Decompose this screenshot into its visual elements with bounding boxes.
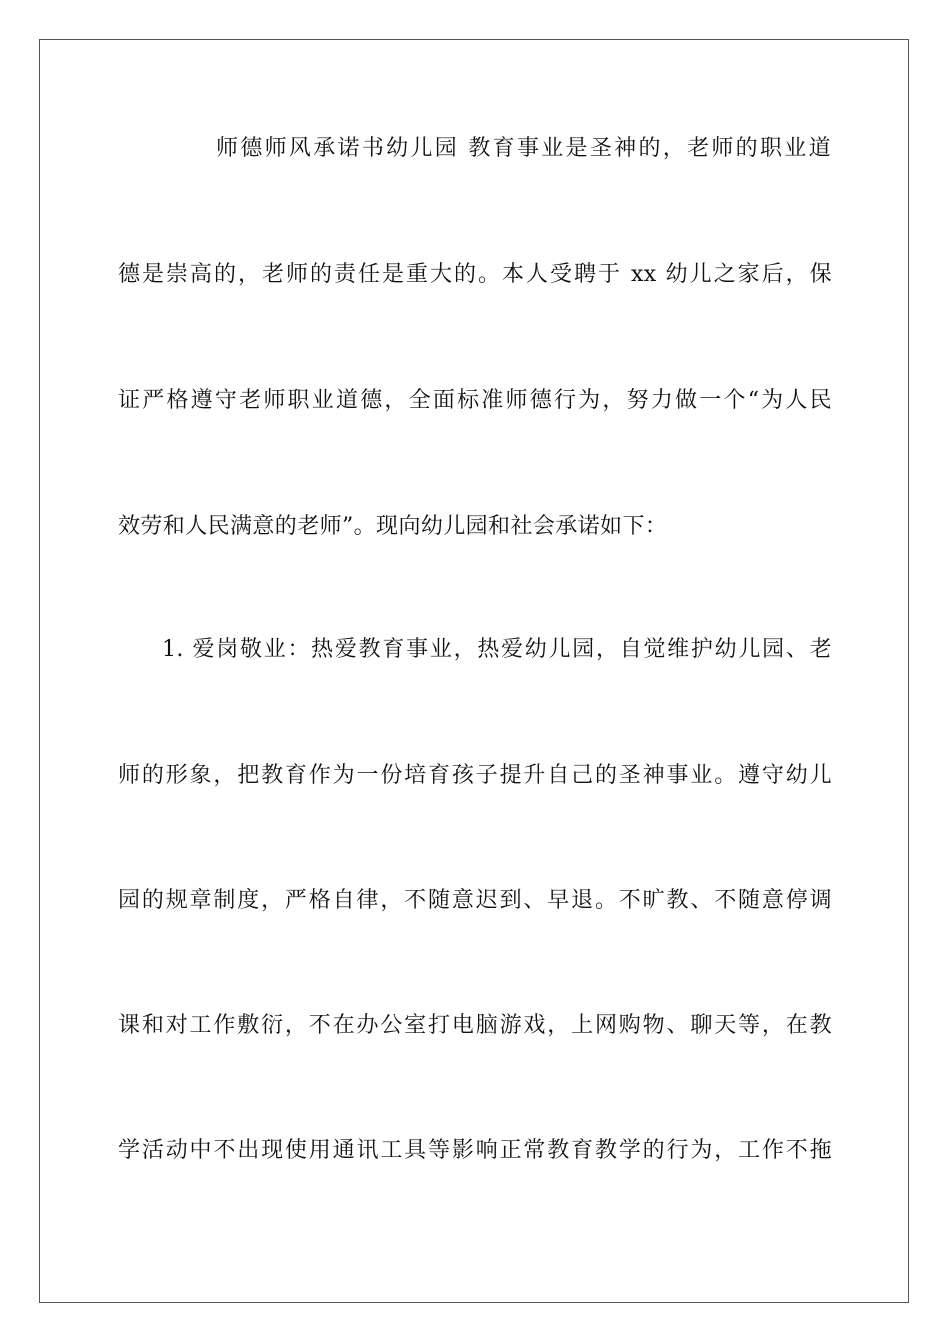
list-item-line: 师的形象，把教育作为一份培育孩子提升自己的圣神事业。遵守幼儿 [118,763,832,788]
paragraph-line: 效劳和人民满意的老师”。现向幼儿园和社会承诺如下： [118,514,668,539]
paragraph-line-title: 师德师风承诺书幼儿园 教育事业是圣神的，老师的职业道 [216,136,831,161]
paragraph-line: 证严格遵守老师职业道德，全面标准师德行为，努力做一个“为人民 [118,388,832,413]
list-item-line: 学活动中不出现使用通讯工具等影响正常教育教学的行为，工作不拖 [118,1138,832,1163]
paragraph-line: 德是崇高的，老师的责任是重大的。本人受聘于 xx 幼儿之家后，保 [118,262,832,287]
list-item-line: 课和对工作敷衍，不在办公室打电脑游戏，上网购物、聊天等，在教 [118,1013,832,1038]
page-border [39,39,909,1303]
list-item-line: 园的规章制度，严格自律，不随意迟到、早退。不旷教、不随意停调 [118,888,832,913]
list-item-line: 1. 爱岗敬业：热爱教育事业，热爱幼儿园，自觉维护幼儿园、老 [162,637,832,662]
